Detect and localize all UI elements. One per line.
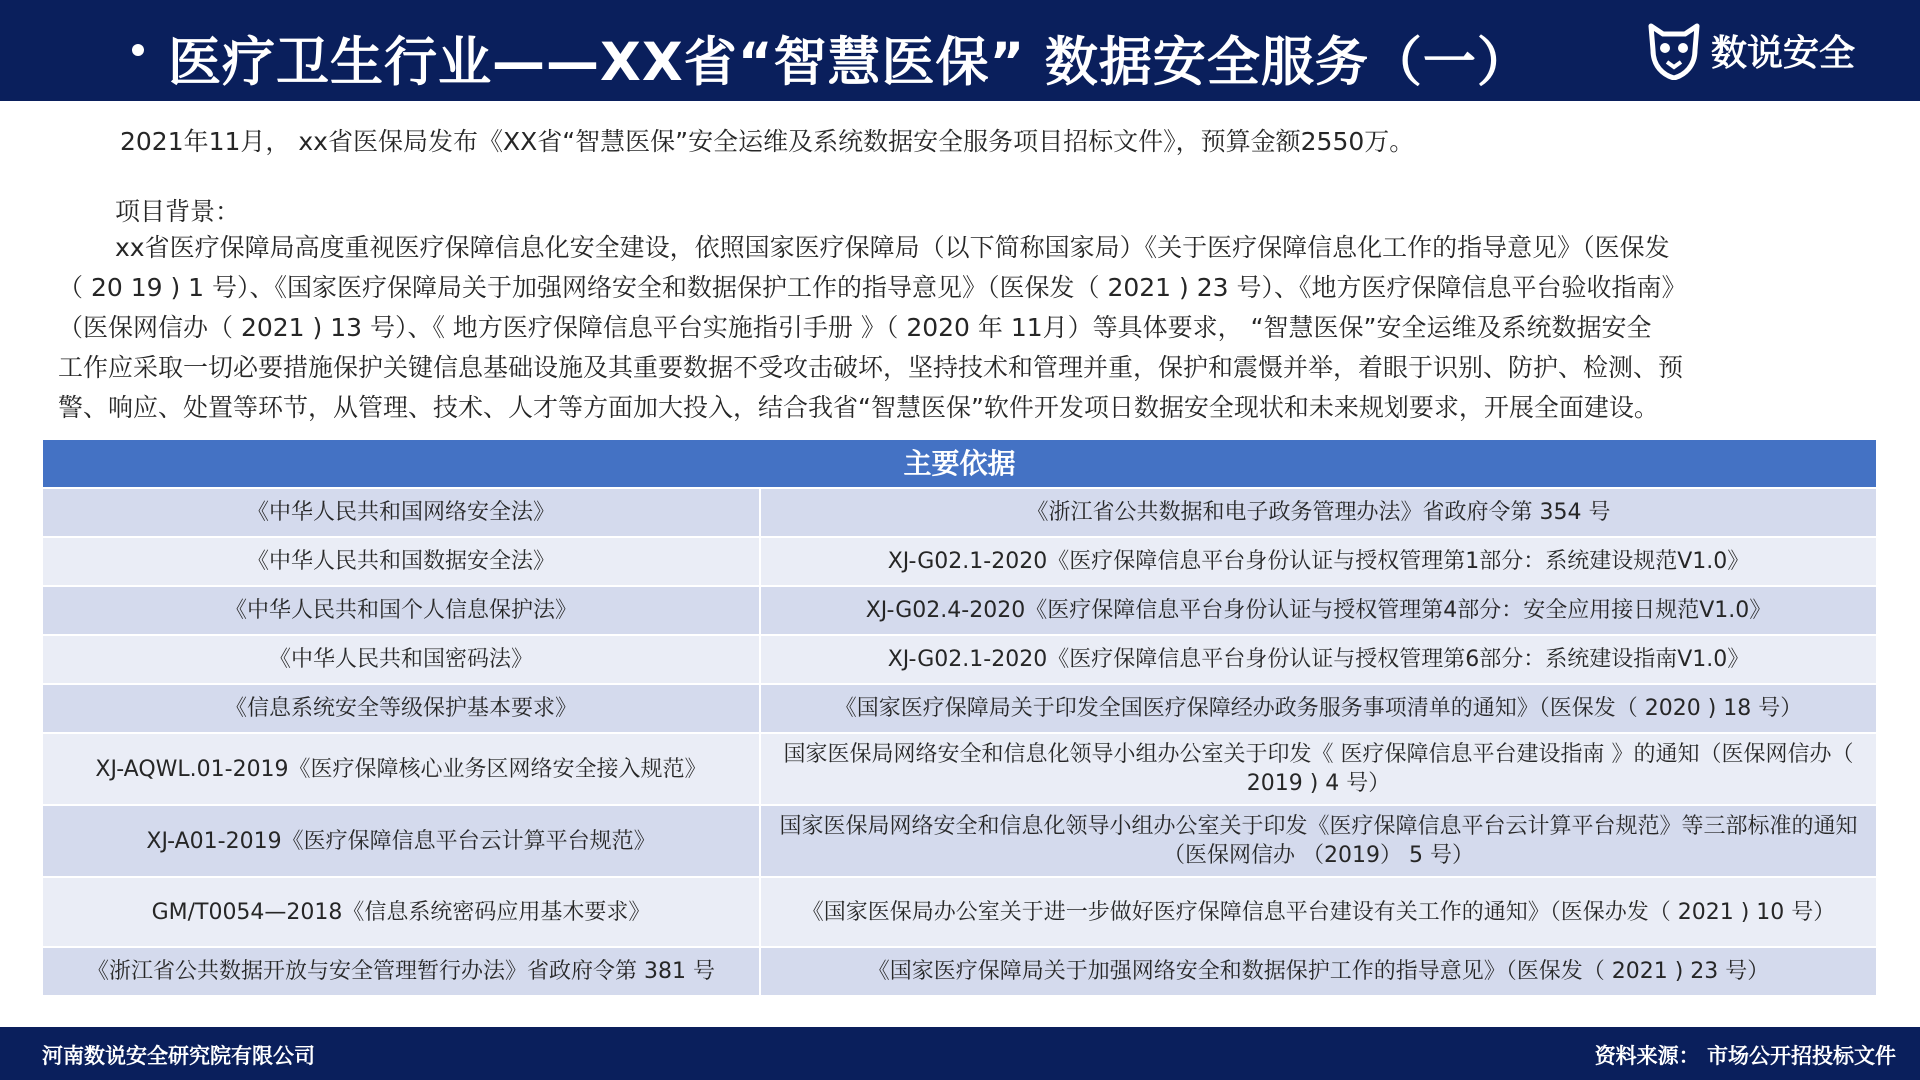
footer-bar: [0, 1027, 1920, 1080]
table-row: [43, 804, 1876, 876]
basis-table: [43, 440, 1876, 995]
table-row: [43, 634, 1876, 683]
brand-logo: [1645, 20, 1855, 80]
table-row: [43, 946, 1876, 995]
background-line: 警、响应、处置等环节，从管理、技术、人才等方面加大投入，结合我省“智慧医保”软件开发项日数据安全现状和未来规划要求，开展全面建设。: [58, 393, 1659, 422]
background-line: xx省医疗保障局高度重视医疗保障信息化安全建设，依照国家医疗保障局（以下简称国家局）《关于医疗保障信息化工作的指导意见》（医保发: [115, 233, 1670, 262]
background-label: 项目背景：: [115, 197, 241, 226]
table-header: 主要依据: [43, 440, 1876, 487]
background-line: （医保网信办（ 2021 ) 13 号）、《 地方医疗保障信息平台实施指引手册 》（ 2020 年 11月）等具体要求， “智慧医保”安全运维及系统数据安全: [58, 313, 1652, 342]
table-cell: GM/T0054—2018《信息系统密码应用基木要求》: [43, 878, 761, 946]
table-row: [43, 585, 1876, 634]
table-cell: 《中华人民共和国网络安全法》: [43, 489, 761, 536]
logo-text: 数说安全: [1711, 32, 1856, 74]
footer-source: 资料来源： 市场公开招投标文件: [1594, 1044, 1896, 1068]
table-cell: XJ-G02.1-2020《医疗保障信息平台身份认证与授权管理第6部分：系统建设指南V1.0》: [761, 636, 1876, 683]
table-cell: XJ-G02.1-2020《医疗保障信息平台身份认证与授权管理第1部分：系统建设规范V1.0》: [761, 538, 1876, 585]
table-cell: 《浙江省公共数据和电子政务管理办法》省政府令第 354 号: [761, 489, 1876, 536]
header-bar: [0, 0, 1920, 101]
table-cell: 《信息系统安全等级保护基本要求》: [43, 685, 761, 732]
background-line: 工作应采取一切必要措施保护关键信息基础设施及其重要数据不受攻击破坏，坚持技术和管理并重，保护和震慑并举，着眼于识别、防护、检测、预: [58, 353, 1684, 382]
page-title: 医疗卫生行业——XX省“智慧医保” 数据安全服务（一）: [168, 32, 1531, 93]
table-row: [43, 876, 1876, 946]
table-cell: 国家医保局网络安全和信息化领导小组办公室关于印发《 医疗保障信息平台建设指南 》的通知（医保网信办（ 2019 ) 4 号）: [761, 734, 1876, 804]
table-cell: XJ-A01-2019《医疗保障信息平台云计算平台规范》: [43, 806, 761, 876]
table-cell: 《国家医疗保障局关于印发全国医疗保障经办政务服务事项清单的通知》（医保发（ 2020 ) 18 号）: [761, 685, 1876, 732]
table-cell: 《浙江省公共数据开放与安全管理暂行办法》省政府令第 381 号: [43, 948, 761, 995]
table-cell: 国家医保局网络安全和信息化领导小组办公室关于印发《医疗保障信息平台云计算平台规范》等三部标准的通知（医保网信办 （2019） 5 号）: [761, 806, 1876, 876]
footer-company: 河南数说安全研究院有限公司: [42, 1044, 315, 1068]
table-cell: 《中华人民共和国密码法》: [43, 636, 761, 683]
background-line: （ 20 19 ) 1 号）、《国家医疗保障局关于加强网络安全和数据保护工作的指导意见》（医保发（ 2021 ) 23 号）、《地方医疗保障信息平台验收指南》: [58, 273, 1687, 302]
table-cell: XJ-AQWL.01-2019《医疗保障核心业务区网络安全接入规范》: [43, 734, 761, 804]
table-cell: 《国家医疗保障局关于加强网络安全和数据保护工作的指导意见》（医保发（ 2021 ) 23 号）: [761, 948, 1876, 995]
table-row: [43, 536, 1876, 585]
table-cell: 《中华人民共和国数据安全法》: [43, 538, 761, 585]
background-body: [58, 228, 1888, 428]
table-cell: XJ-G02.4-2020《医疗保障信息平台身份认证与授权管理第4部分：安全应用接日规范V1.0》: [761, 587, 1876, 634]
table-cell: 《国家医保局办公室关于进一步做好医疗保障信息平台建设有关工作的通知》（医保办发（ 2021 ) 10 号）: [761, 878, 1876, 946]
intro-text: 2021年11月， xx省医保局发布《XX省“智慧医保”安全运维及系统数据安全服务项目招标文件》，预算金额2550万。: [120, 127, 1415, 156]
table-cell: 《中华人民共和国个人信息保护法》: [43, 587, 761, 634]
owl-icon: [1645, 20, 1703, 80]
table-row: [43, 683, 1876, 732]
table-row: [43, 732, 1876, 804]
table-row: [43, 487, 1876, 536]
